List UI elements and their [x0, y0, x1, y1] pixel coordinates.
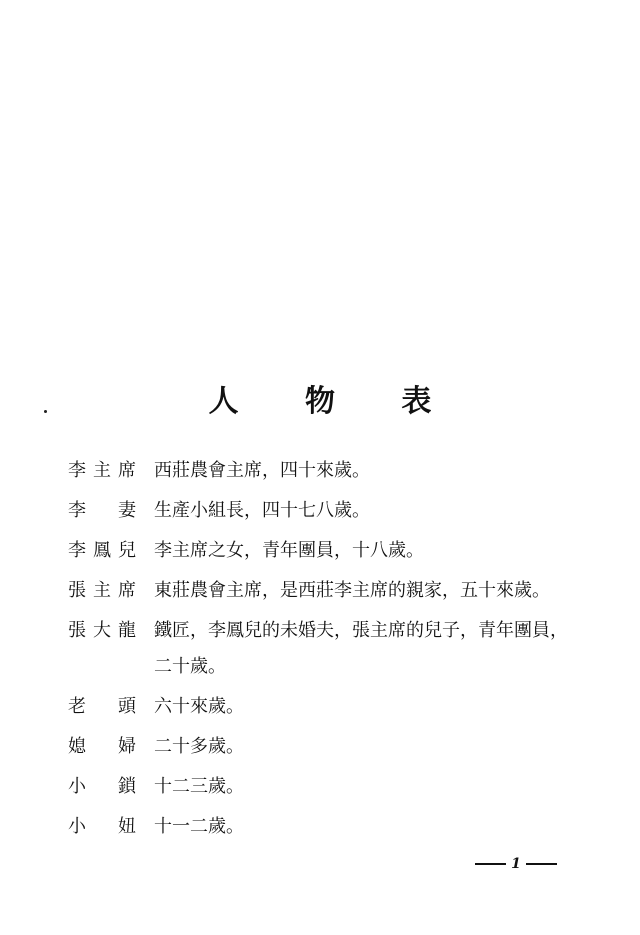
character-description: 二十多歲。 — [154, 736, 244, 757]
character-name: 李主席 — [68, 460, 136, 481]
cast-row — [68, 618, 568, 685]
cast-row — [68, 774, 568, 805]
cast-row — [68, 458, 568, 489]
cast-row — [68, 538, 568, 569]
character-description: 十一二歲。 — [154, 816, 244, 837]
character-name: 小 鎖 — [68, 776, 136, 797]
right-dash — [526, 863, 557, 865]
page-number-text: 1 — [511, 856, 521, 872]
character-description: 鐵匠，李鳳兒的未婚夫，張主席的兒子，青年團員，二十歲。 — [154, 620, 568, 677]
character-name: 張大龍 — [68, 620, 136, 641]
character-description: 生產小組長，四十七八歲。 — [154, 500, 370, 521]
character-description: 李主席之女，青年團員，十八歲。 — [154, 540, 424, 561]
cast-row — [68, 498, 568, 529]
character-name: 老 頭 — [68, 696, 136, 717]
left-dash — [475, 863, 506, 865]
cast-row — [68, 694, 568, 725]
character-name: 小 妞 — [68, 816, 136, 837]
character-name: 媳 婦 — [68, 736, 136, 757]
page-title: 人 物 表 — [208, 384, 460, 419]
character-description: 東莊農會主席，是西莊李主席的親家，五十來歲。 — [154, 580, 550, 601]
character-description: 西莊農會主席，四十來歲。 — [154, 460, 370, 481]
cast-row — [68, 578, 568, 609]
cast-row — [68, 814, 568, 845]
character-name: 李 妻 — [68, 500, 136, 521]
cast-row — [68, 734, 568, 765]
cast-list — [68, 458, 568, 854]
character-name: 李鳳兒 — [68, 540, 136, 561]
character-description: 六十來歲。 — [154, 696, 244, 717]
page-number — [470, 856, 562, 872]
character-name: 張主席 — [68, 580, 136, 601]
character-description: 十二三歲。 — [154, 776, 244, 797]
